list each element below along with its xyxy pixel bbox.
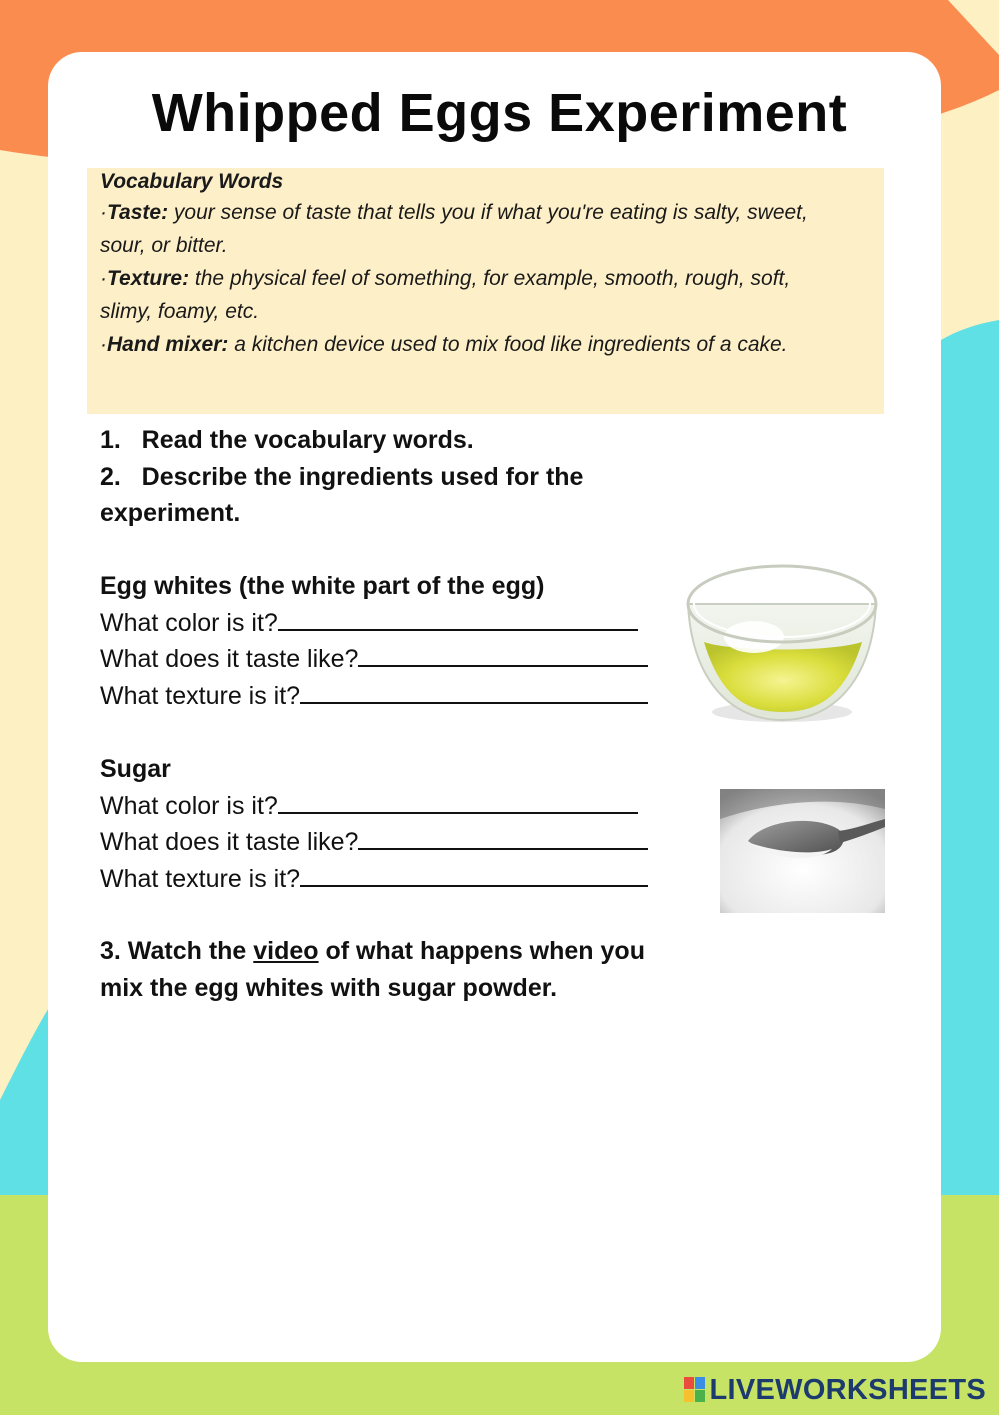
step-3-text-before: 3. Watch the bbox=[100, 937, 254, 965]
liveworksheets-logo-text: LIVEWORKSHEETS bbox=[709, 1373, 986, 1406]
vocab-item-taste: ·Taste: your sense of taste that tells you if what you're eating is salty, sweet, sour, or bitter. bbox=[100, 201, 808, 257]
step-3-text-after: of what happens when you mix the egg whites with sugar powder. bbox=[100, 937, 652, 1002]
question-label: What color is it? bbox=[100, 608, 278, 637]
instruction-step-1: 1. Read the vocabulary words. bbox=[100, 426, 474, 454]
sugar-taste-question bbox=[100, 824, 700, 861]
egg-whites-heading: Egg whites (the white part of the egg) bbox=[100, 572, 545, 600]
egg-bowl-image bbox=[682, 552, 882, 732]
sugar-spoon-image bbox=[720, 789, 885, 913]
vocab-definition: your sense of taste that tells you if what you're eating is salty, sweet, sour, or bitter. bbox=[100, 201, 808, 257]
answer-line-egg-texture[interactable] bbox=[300, 680, 648, 704]
question-label: What does it taste like? bbox=[100, 828, 359, 856]
vocab-term: Hand mixer: bbox=[107, 333, 229, 356]
vocabulary-heading: Vocabulary Words bbox=[100, 170, 284, 193]
sugar-texture-question bbox=[100, 861, 700, 898]
vocab-definition: a kitchen device used to mix food like ingredients of a cake. bbox=[228, 333, 788, 356]
egg-whites-section bbox=[100, 568, 700, 714]
sugar-color-question bbox=[100, 788, 700, 825]
question-label: What color is it? bbox=[100, 791, 278, 820]
answer-line-sugar-color[interactable] bbox=[278, 790, 638, 814]
instructions bbox=[100, 422, 680, 532]
instruction-step-2: 2. Describe the ingredients used for the experiment. bbox=[100, 462, 591, 527]
answer-line-egg-taste[interactable] bbox=[358, 643, 648, 667]
step-3 bbox=[100, 933, 690, 1006]
vocab-item-hand-mixer: ·Hand mixer: a kitchen device used to mix food like ingredients of a cake. bbox=[100, 333, 788, 356]
liveworksheets-logo-icon bbox=[684, 1377, 706, 1403]
video-link[interactable]: video bbox=[253, 937, 319, 965]
vocab-definition: the physical feel of something, for example, smooth, rough, soft, slimy, foamy, etc. bbox=[100, 267, 791, 323]
answer-line-sugar-texture[interactable] bbox=[300, 863, 648, 887]
egg-taste-question bbox=[100, 641, 700, 678]
page-title: Whipped Eggs Experiment bbox=[151, 83, 848, 143]
question-label: What texture is it? bbox=[100, 681, 301, 710]
question-label: What does it taste like? bbox=[100, 645, 359, 673]
answer-line-egg-color[interactable] bbox=[278, 607, 638, 631]
vocab-item-texture: ·Texture: the physical feel of something, for example, smooth, rough, soft, slimy, foamy, etc. bbox=[100, 267, 791, 323]
vocab-term: Texture: bbox=[107, 267, 190, 290]
vocab-term: Taste: bbox=[107, 201, 169, 224]
question-label: What texture is it? bbox=[100, 864, 301, 893]
egg-texture-question bbox=[100, 678, 700, 715]
answer-line-sugar-taste[interactable] bbox=[358, 826, 648, 850]
sugar-section bbox=[100, 751, 700, 897]
egg-color-question bbox=[100, 605, 700, 642]
sugar-heading: Sugar bbox=[100, 755, 171, 783]
liveworksheets-logo[interactable] bbox=[684, 1372, 987, 1408]
vocabulary-box bbox=[87, 168, 884, 414]
